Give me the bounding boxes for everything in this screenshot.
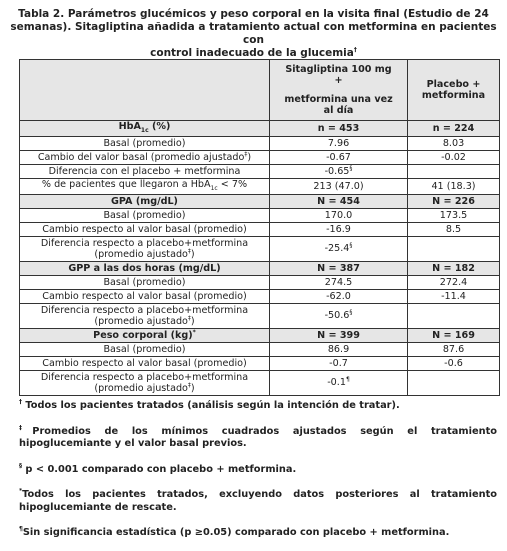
footnote-5: ¶Sin significancia estadística (p ≥0.05) comparado con placebo + metformina. — [19, 525, 450, 538]
section-n2: n = 224 — [408, 121, 500, 137]
section-n2: N = 182 — [408, 261, 500, 275]
section-n1: n = 453 — [270, 121, 408, 137]
title-line-1: Tabla 2. Parámetros glucémicos y peso corporal en la visita final (Estudio de 24 — [18, 8, 489, 20]
section-label: Peso corporal (kg)* — [20, 328, 270, 342]
section-hba1c — [20, 121, 500, 137]
header-sitagliptin: Sitagliptina 100 mg + metformina una vez al día — [270, 60, 408, 121]
footnotes — [19, 400, 497, 540]
header-row — [20, 60, 500, 121]
title-line-3: control inadecuado de la glucemia† — [150, 46, 357, 59]
section-n2: N = 169 — [408, 328, 500, 342]
section-weight — [20, 328, 500, 342]
table-title — [0, 8, 507, 60]
section-label: HbA$_{1c}$ (%) — [20, 121, 270, 137]
section-gpp — [20, 261, 500, 275]
footnote-4: *Todos los pacientes tratados, excluyendo datos posteriores al tratamiento hipoglucemiante de rescate. — [19, 487, 497, 513]
table-row: Diferencia respecto a placebo+metformina (promedio ajustado‡) -0.1¶ — [20, 370, 500, 395]
table-row: Diferencia respecto a placebo+metformina (promedio ajustado‡) -50.6§ — [20, 303, 500, 328]
footnote-3: § p < 0.001 comparado con placebo + metformina. — [19, 462, 297, 475]
table-row: Diferencia con el placebo + metformina -0.65§ — [20, 164, 500, 178]
table-row: Cambio del valor basal (promedio ajustado‡) -0.67 -0.02 — [20, 150, 500, 164]
title-footnote-mark: † — [353, 46, 357, 54]
table-row: Basal (promedio) 86.9 87.6 — [20, 342, 500, 356]
header-empty-cell — [20, 60, 270, 121]
results-table — [19, 59, 500, 396]
section-n1: N = 387 — [270, 261, 408, 275]
table-row: Basal (promedio) 170.0 173.5 — [20, 208, 500, 222]
section-label: GPA (mg/dL) — [20, 194, 270, 208]
table-row: Cambio respecto al valor basal (promedio) -16.9 8.5 — [20, 222, 500, 236]
section-n1: N = 454 — [270, 194, 408, 208]
section-label: GPP a las dos horas (mg/dL) — [20, 261, 270, 275]
table-row: Cambio respecto al valor basal (promedio) -0.7 -0.6 — [20, 356, 500, 370]
table-row: Basal (promedio) 274.5 272.4 — [20, 275, 500, 289]
section-n2: N = 226 — [408, 194, 500, 208]
title-line-2: semanas). Sitagliptina añadida a tratamiento actual con metformina en pacientes con — [10, 21, 497, 46]
header-placebo: Placebo + metformina — [408, 60, 500, 121]
section-gpa — [20, 194, 500, 208]
footnote-1: † Todos los pacientes tratados (análisis según la intención de tratar). — [19, 398, 400, 411]
table-row: Diferencia respecto a placebo+metformina (promedio ajustado‡) -25.4§ — [20, 236, 500, 261]
table-row: % de pacientes que llegaron a HbA$_{1c}$ < 7% 213 (47.0) 41 (18.3) — [20, 178, 500, 194]
table-row: Cambio respecto al valor basal (promedio) -62.0 -11.4 — [20, 289, 500, 303]
footnote-2: ‡Promedios de los mínimos cuadrados ajustados según el tratamiento hipoglucemiante y el valor basal previos. — [19, 424, 498, 449]
section-n1: N = 399 — [270, 328, 408, 342]
table-row: Basal (promedio) 7.96 8.03 — [20, 136, 500, 150]
